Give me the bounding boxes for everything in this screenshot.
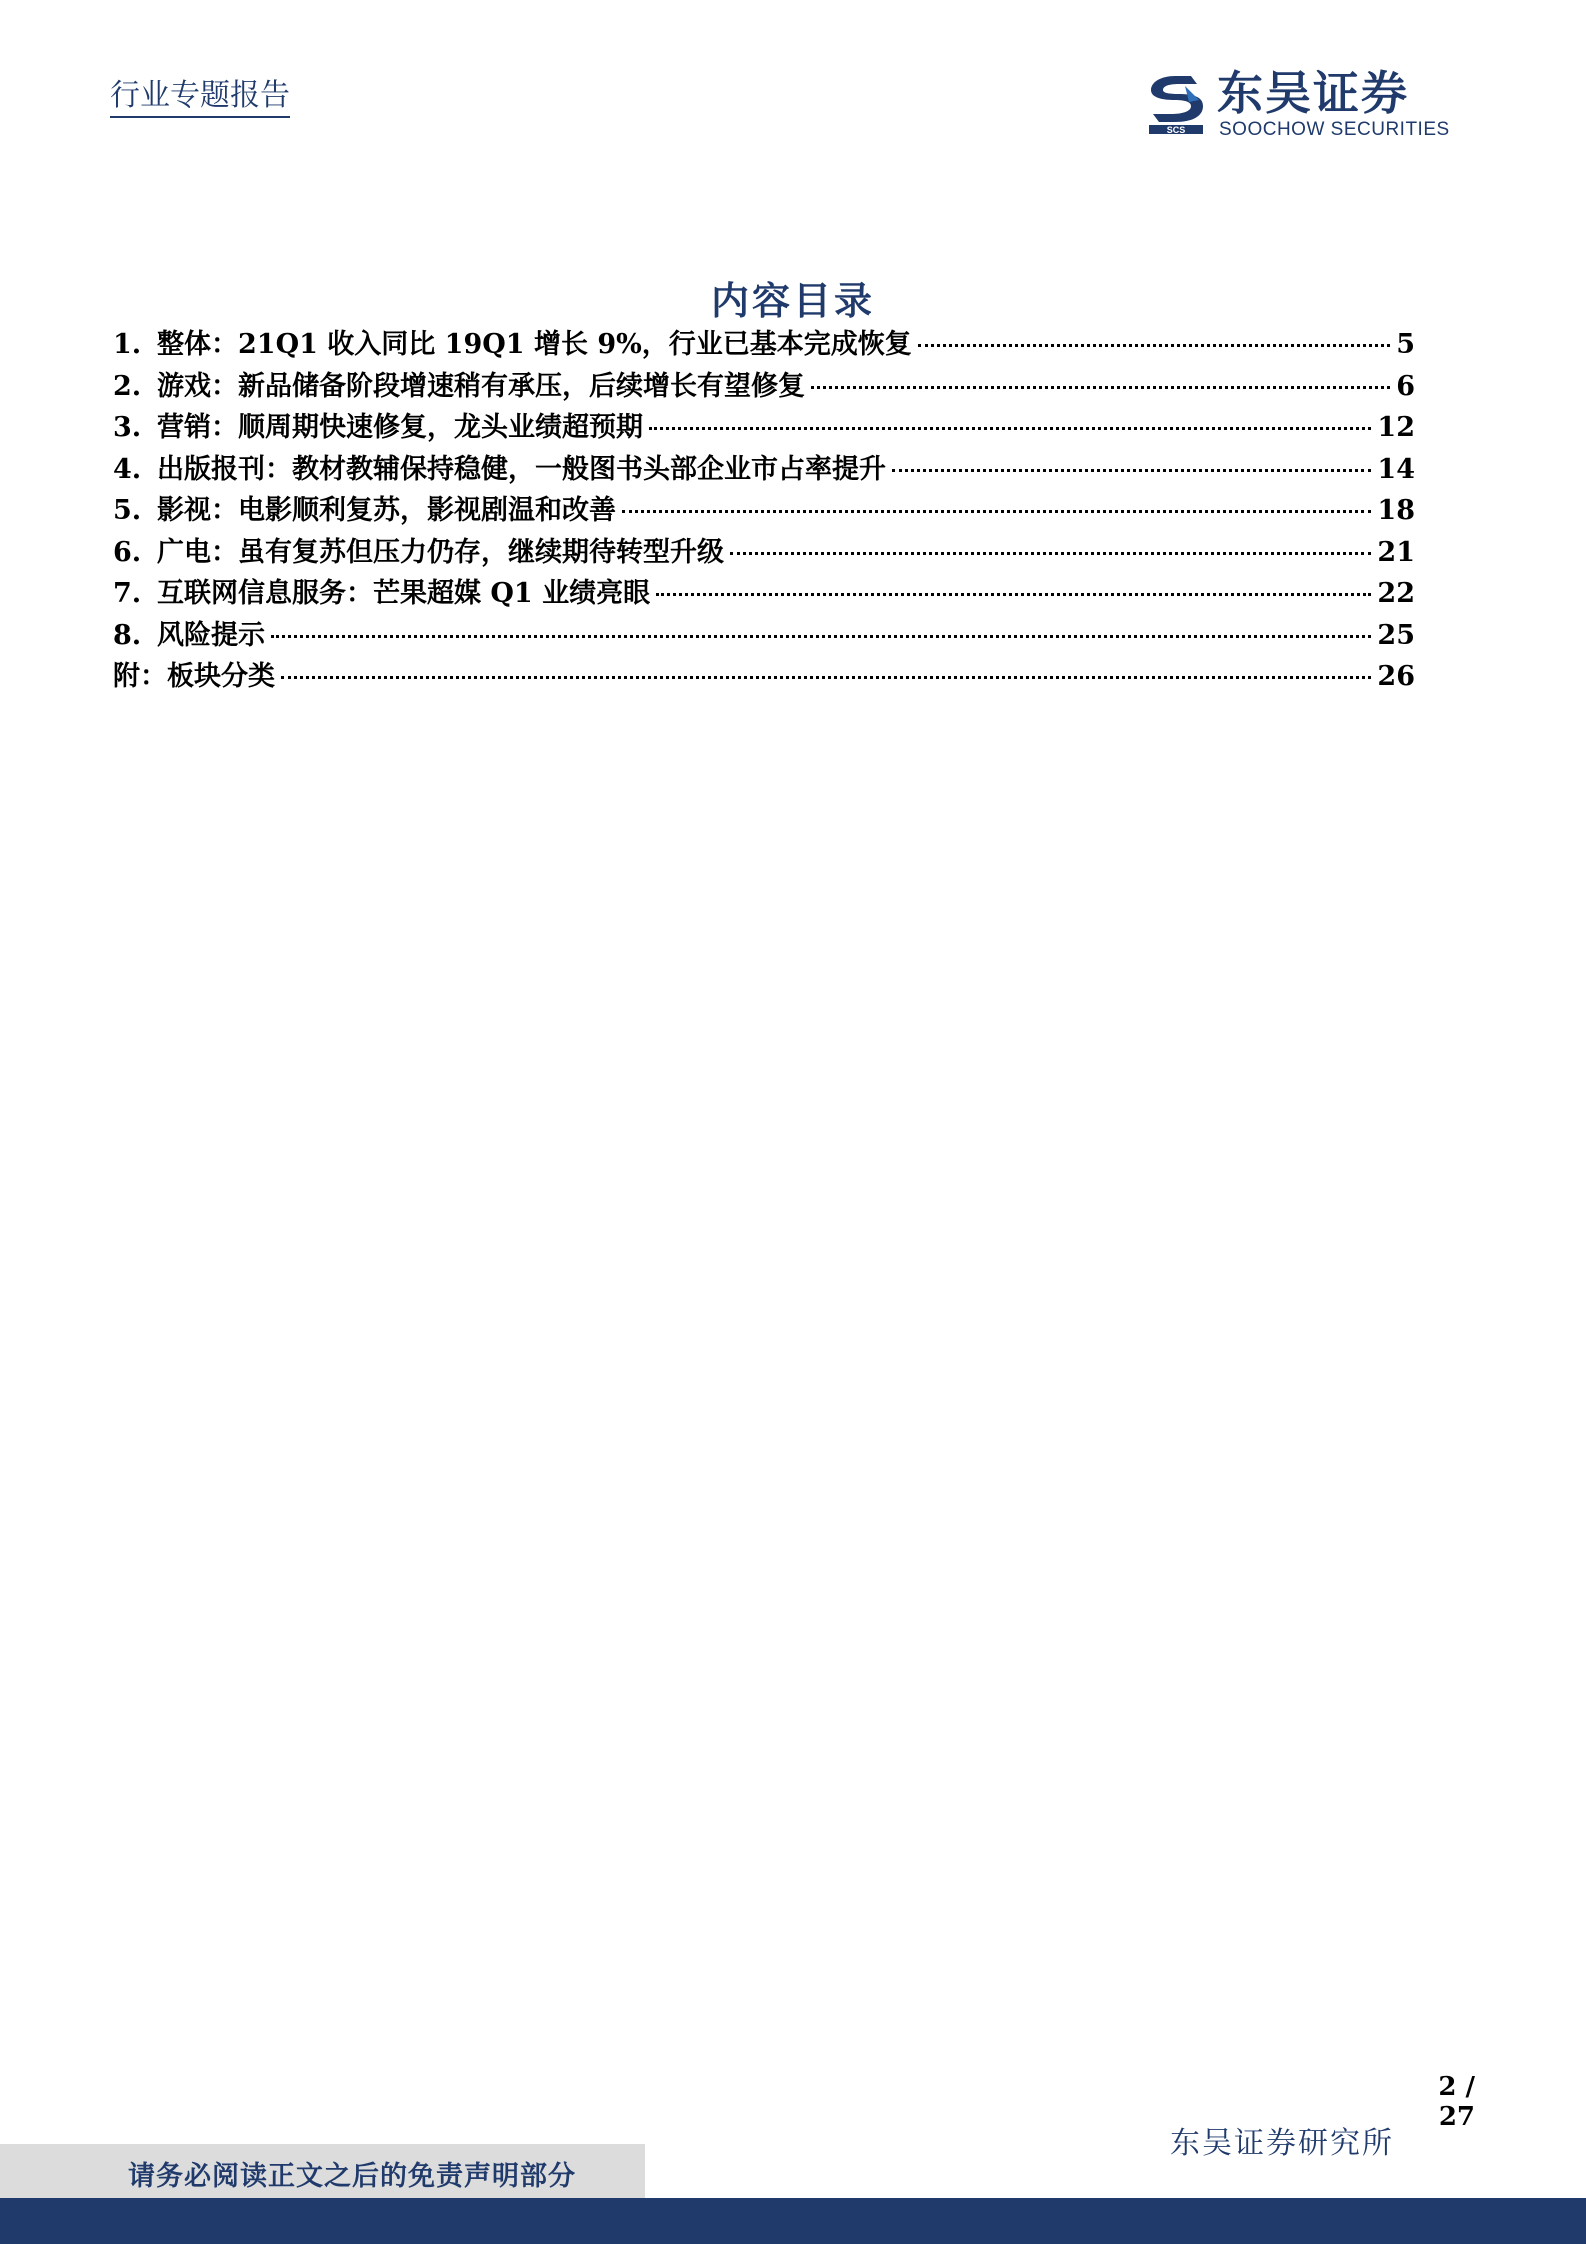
company-name-en: SOOCHOW SECURITIES <box>1219 119 1450 140</box>
toc-leader-dots <box>918 344 1390 347</box>
toc-entry-page: 14 <box>1377 453 1415 485</box>
toc-entry[interactable] <box>113 366 1415 408</box>
page-number: 2 / 27 <box>1438 2072 1475 2132</box>
toc-entry-title: 影视：电影顺利复苏，影视剧温和改善 <box>157 495 616 526</box>
toc-entry-title: 营销：顺周期快速修复，龙头业绩超预期 <box>157 412 643 443</box>
toc-leader-dots <box>730 552 1371 555</box>
toc-entry-page: 22 <box>1377 578 1415 609</box>
toc-entry-page: 25 <box>1377 619 1415 651</box>
logo-mark-text: SCS <box>1166 125 1186 135</box>
toc-leader-dots <box>656 593 1371 596</box>
toc-entry-page: 18 <box>1377 495 1415 526</box>
toc-entry[interactable] <box>113 532 1415 574</box>
toc-entry-page: 21 <box>1377 536 1415 568</box>
toc-entry-number: 6. <box>113 536 142 568</box>
institute-name: 东吴证券研究所 <box>1170 2126 1394 2161</box>
toc-leader-dots <box>622 510 1371 513</box>
toc-entry-page: 6 <box>1396 370 1415 402</box>
toc-entry[interactable] <box>113 490 1415 532</box>
toc-entry-title: 板块分类 <box>167 661 275 692</box>
footer-disclaimer: 请务必阅读正文之后的免责声明部分 <box>128 2161 576 2192</box>
toc-entry[interactable] <box>113 324 1415 366</box>
toc-leader-dots <box>811 386 1390 389</box>
toc-entry-number: 5. <box>113 495 142 526</box>
toc-entry-title: 互联网信息服务：芒果超媒 Q1 业绩亮眼 <box>157 578 651 609</box>
toc-entry[interactable] <box>113 615 1415 657</box>
toc-entry-title: 游戏：新品储备阶段增速稍有承压，后续增长有望修复 <box>157 370 805 402</box>
report-type-label: 行业专题报告 <box>110 78 290 118</box>
toc-entry-number: 8. <box>113 619 142 651</box>
toc-entry-page: 5 <box>1396 329 1415 360</box>
toc-entry-page: 26 <box>1377 661 1415 692</box>
toc-entry-number: 7. <box>113 578 142 609</box>
toc-entry-page: 12 <box>1377 412 1415 443</box>
toc-entry-number: 3. <box>113 412 142 443</box>
toc-leader-dots <box>649 427 1371 430</box>
toc-entry-number: 2. <box>113 370 142 402</box>
toc-entry-number: 1. <box>113 329 142 360</box>
toc-entry-title: 出版报刊：教材教辅保持稳健，一般图书头部企业市占率提升 <box>157 453 886 485</box>
toc-leader-dots <box>892 469 1371 472</box>
toc-entry[interactable] <box>113 656 1415 698</box>
company-logo <box>1145 68 1455 144</box>
toc-title: 内容目录 <box>710 278 875 323</box>
toc-leader-dots <box>281 676 1371 679</box>
toc-entry[interactable] <box>113 449 1415 491</box>
toc-entry-title: 风险提示 <box>157 619 265 651</box>
footer-bar <box>0 2198 1586 2244</box>
toc-entry-number: 4. <box>113 453 142 485</box>
toc-entry-number: 附： <box>113 661 167 692</box>
toc-entry-title: 整体：21Q1 收入同比 19Q1 增长 9%，行业已基本完成恢复 <box>157 329 912 360</box>
toc-leader-dots <box>271 635 1371 638</box>
toc-entry[interactable] <box>113 407 1415 449</box>
company-name-cn: 东吴证券 <box>1217 66 1409 120</box>
logo-mark-icon <box>1145 72 1207 136</box>
table-of-contents <box>113 324 1415 698</box>
toc-entry[interactable] <box>113 573 1415 615</box>
toc-entry-title: 广电：虽有复苏但压力仍存，继续期待转型升级 <box>157 536 724 568</box>
